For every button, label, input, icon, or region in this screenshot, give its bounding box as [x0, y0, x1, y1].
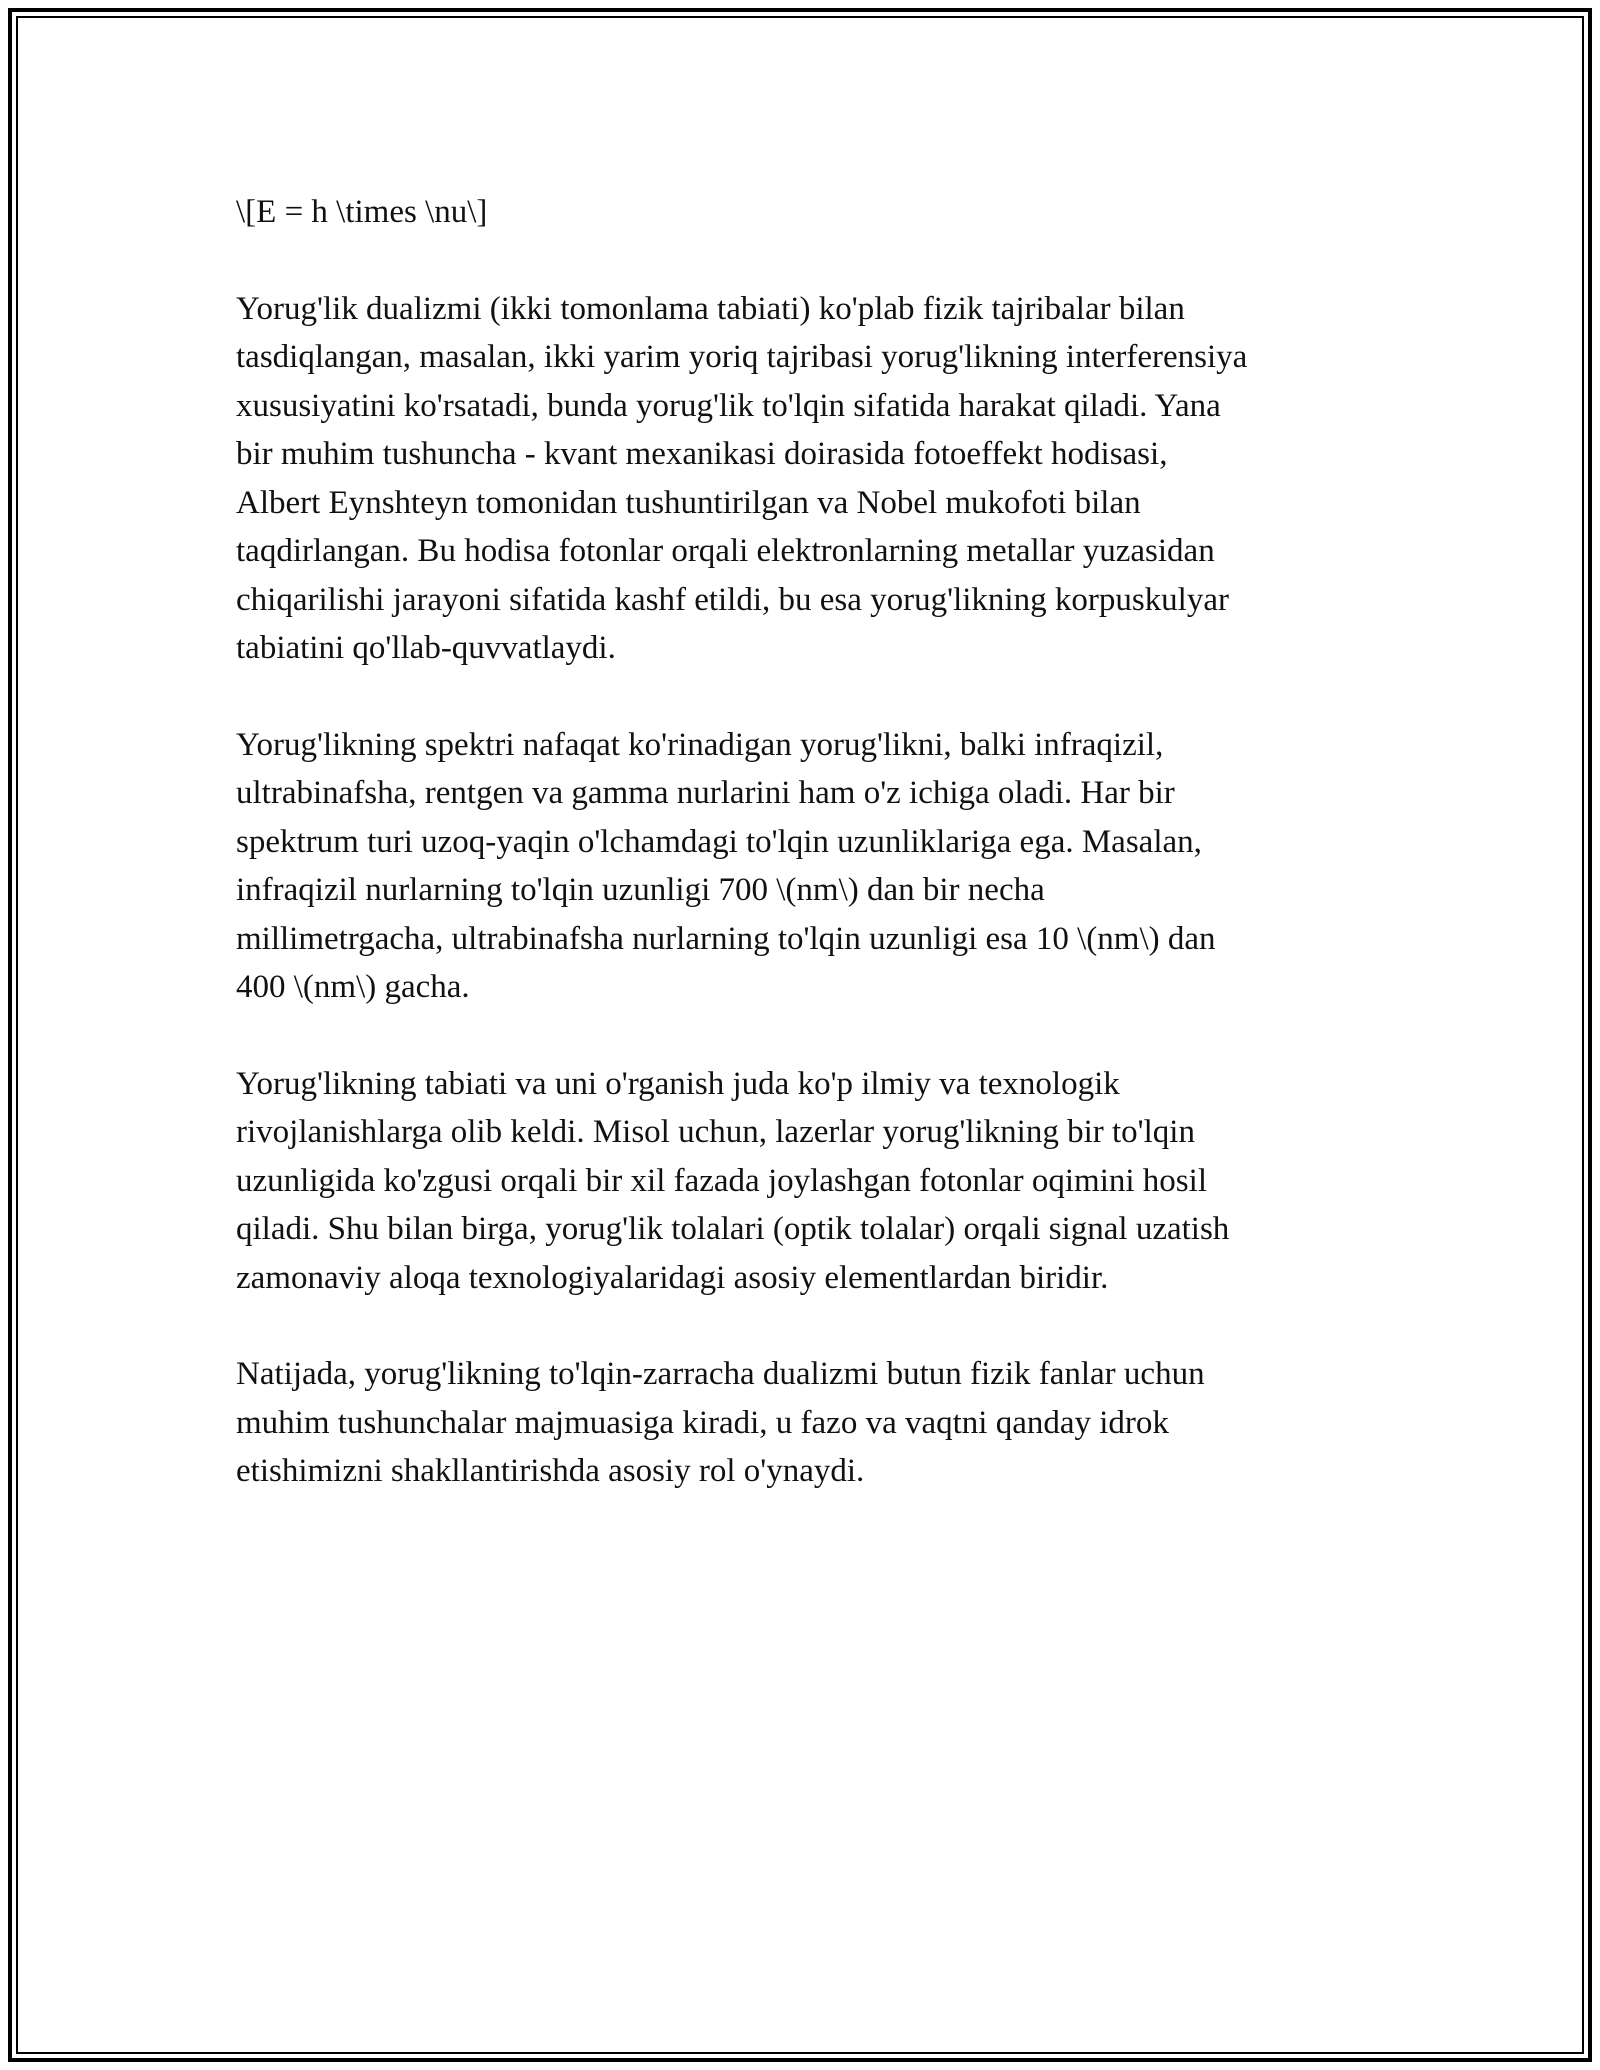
text-line: bir muhim tushuncha - kvant mexanikasi doirasida fotoeffekt hodisasi, — [236, 436, 1168, 472]
text-line: qiladi. Shu bilan birga, yorug'lik tolalari (optik tolalar) orqali signal uzatish — [236, 1211, 1230, 1247]
text-line: zamonaviy aloqa texnologiyalaridagi asosiy elementlardan biridir. — [236, 1259, 1109, 1296]
text-line: Yorug'lik dualizmi (ikki tomonlama tabiati) ko'plab fizik tajribalar bilan — [236, 290, 1185, 327]
text-line: 400 \(nm\) gacha. — [236, 969, 470, 1005]
text-line: tabiatini qo'llab-quvvatlaydi. — [236, 630, 616, 666]
text-line: Yorug'likning spektri nafaqat ko'rinadigan yorug'likni, balki infraqizil, — [236, 726, 1164, 763]
text-line: Natijada, yorug'likning to'lqin-zarracha dualizmi butun fizik fanlar uchun — [236, 1356, 1205, 1392]
text-line: Albert Eynshteyn tomonidan tushuntirilgan va Nobel mukofoti bilan — [236, 484, 1141, 521]
document-body — [236, 188, 1366, 1544]
text-line: taqdirlangan. Bu hodisa fotonlar orqali elektronlarning metallar yuzasidan — [236, 533, 1215, 569]
text-line: millimetrgacha, ultrabinafsha nurlarning to'lqin uzunligi esa 10 \(nm\) dan — [236, 920, 1216, 957]
text-line: Yorug'likning tabiati va uni o'rganish juda ko'p ilmiy va texnologik — [236, 1065, 1120, 1102]
paragraph-wave-particle-duality — [236, 285, 1366, 673]
text-line: muhim tushunchalar majmuasiga kiradi, u fazo va vaqtni qanday idrok — [236, 1404, 1169, 1441]
text-line: etishimizni shakllantirishda asosiy rol o'ynaydi. — [236, 1453, 865, 1489]
text-line: ultrabinafsha, rentgen va gamma nurlarini ham o'z ichiga oladi. Har bir — [236, 775, 1175, 811]
paragraph-spectrum — [236, 721, 1366, 1012]
paragraph-applications — [236, 1060, 1366, 1303]
text-line: uzunligida ko'zgusi orqali bir xil fazada joylashgan fotonlar oqimini hosil — [236, 1162, 1207, 1199]
text-line: rivojlanishlarga olib keldi. Misol uchun, lazerlar yorug'likning bir to'lqin — [236, 1114, 1195, 1150]
formula-line: \[E = h \times \nu\] — [236, 194, 488, 230]
paragraph-conclusion — [236, 1350, 1366, 1496]
text-line: chiqarilishi jarayoni sifatida kashf etildi, bu esa yorug'likning korpuskulyar — [236, 581, 1229, 618]
text-line: tasdiqlangan, masalan, ikki yarim yoriq tajribasi yorug'likning interferensiya — [236, 339, 1248, 375]
text-line: spektrum turi uzoq-yaqin o'lchamdagi to'lqin uzunliklariga ega. Masalan, — [236, 823, 1202, 860]
text-line: infraqizil nurlarning to'lqin uzunligi 700 \(nm\) dan bir necha — [236, 872, 1045, 908]
text-line: xususiyatini ko'rsatadi, bunda yorug'lik to'lqin sifatida harakat qiladi. Yana — [236, 387, 1221, 424]
